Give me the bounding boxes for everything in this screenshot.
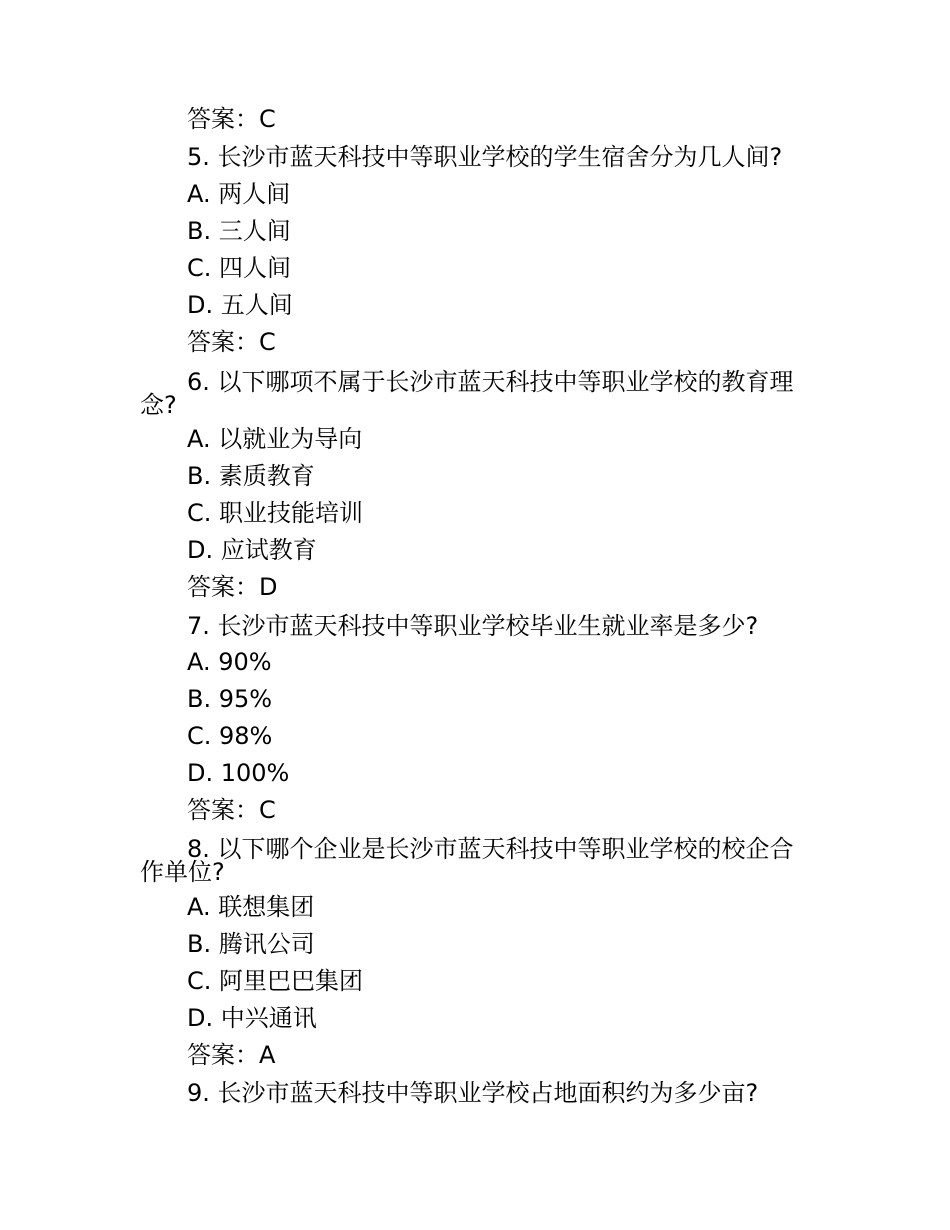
option-a: A. 90% bbox=[187, 648, 272, 676]
option-d: D. 应试教育 bbox=[187, 536, 317, 564]
answer-line: 答案：C bbox=[187, 328, 276, 356]
option-c: C. 98% bbox=[187, 722, 273, 750]
answer-line: 答案：D bbox=[187, 573, 278, 601]
option-c: C. 阿里巴巴集团 bbox=[187, 967, 364, 995]
option-a: A. 两人间 bbox=[187, 180, 291, 208]
option-c: C. 四人间 bbox=[187, 254, 292, 282]
answer-line: 答案：A bbox=[187, 1041, 276, 1069]
option-a: A. 以就业为导向 bbox=[187, 425, 363, 453]
question-8-part2: 作单位? bbox=[140, 858, 225, 886]
option-b: B. 腾讯公司 bbox=[187, 930, 315, 958]
option-b: B. 素质教育 bbox=[187, 462, 315, 490]
answer-line: 答案：C bbox=[187, 105, 276, 133]
option-d: D. 五人间 bbox=[187, 291, 293, 319]
option-a: A. 联想集团 bbox=[187, 893, 315, 921]
question-6-part1: 6. 以下哪项不属于长沙市蓝天科技中等职业学校的教育理 bbox=[187, 368, 794, 396]
option-d: D. 中兴通讯 bbox=[187, 1004, 317, 1032]
question-7: 7. 长沙市蓝天科技中等职业学校毕业生就业率是多少? bbox=[187, 612, 759, 640]
option-b: B. 95% bbox=[187, 685, 273, 713]
option-d: D. 100% bbox=[187, 759, 290, 787]
answer-line: 答案：C bbox=[187, 796, 276, 824]
option-c: C. 职业技能培训 bbox=[187, 499, 364, 527]
question-6-part2: 念? bbox=[140, 391, 177, 419]
question-5: 5. 长沙市蓝天科技中等职业学校的学生宿舍分为几人间? bbox=[187, 143, 783, 171]
question-9: 9. 长沙市蓝天科技中等职业学校占地面积约为多少亩? bbox=[187, 1079, 759, 1107]
option-b: B. 三人间 bbox=[187, 217, 291, 245]
question-8-part1: 8. 以下哪个企业是长沙市蓝天科技中等职业学校的校企合 bbox=[187, 835, 794, 863]
